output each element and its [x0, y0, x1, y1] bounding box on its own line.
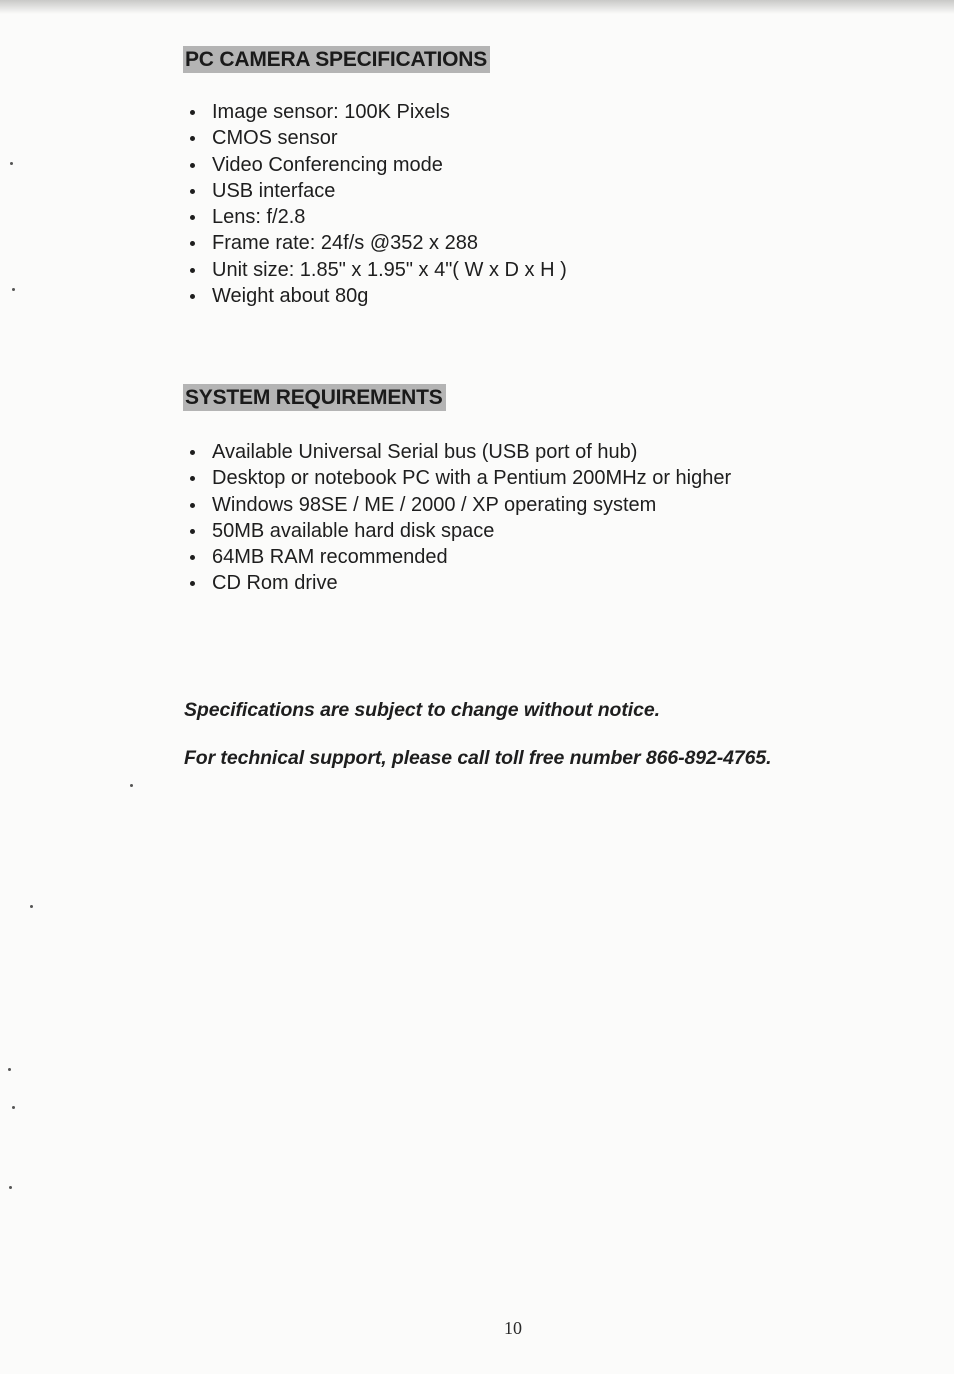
scan-speck [12, 288, 15, 291]
change-notice: Specifications are subject to change without notice. [184, 699, 660, 721]
camera-specifications-list [185, 99, 567, 309]
list-item: Video Conferencing mode [185, 152, 567, 178]
show-through-logo [672, 1276, 691, 1354]
list-item: Lens: f/2.8 [185, 204, 567, 230]
list-item: USB interface [185, 178, 567, 204]
list-item: CMOS sensor [185, 125, 567, 151]
list-item: Unit size: 1.85" x 1.95" x 4"( W x D x H ) [185, 257, 567, 283]
scan-speck [130, 784, 133, 787]
page-number: 10 [504, 1318, 522, 1338]
scan-speck [8, 1068, 11, 1071]
scan-speck [10, 162, 13, 165]
list-item: Desktop or notebook PC with a Pentium 200MHz or higher [185, 465, 731, 491]
support-note: For technical support, please call toll free number 866-892-4765. [184, 747, 772, 769]
scan-shadow [0, 0, 954, 14]
section-heading-system-requirements: SYSTEM REQUIREMENTS [183, 384, 446, 411]
list-item: 50MB available hard disk space [185, 518, 731, 544]
show-through-watermark [60, 44, 72, 99]
list-item: Available Universal Serial bus (USB port of hub) [185, 439, 731, 465]
list-item: 64MB RAM recommended [185, 544, 731, 570]
list-item: Weight about 80g [185, 283, 567, 309]
system-requirements-list [185, 439, 731, 597]
section-heading-camera-specifications: PC CAMERA SPECIFICATIONS [183, 46, 490, 73]
list-item: Windows 98SE / ME / 2000 / XP operating system [185, 492, 731, 518]
scan-speck [30, 905, 33, 908]
scan-speck [9, 1186, 12, 1189]
list-item: CD Rom drive [185, 570, 731, 596]
list-item: Image sensor: 100K Pixels [185, 99, 567, 125]
list-item: Frame rate: 24f/s @352 x 288 [185, 230, 567, 256]
scan-speck [12, 1106, 15, 1109]
